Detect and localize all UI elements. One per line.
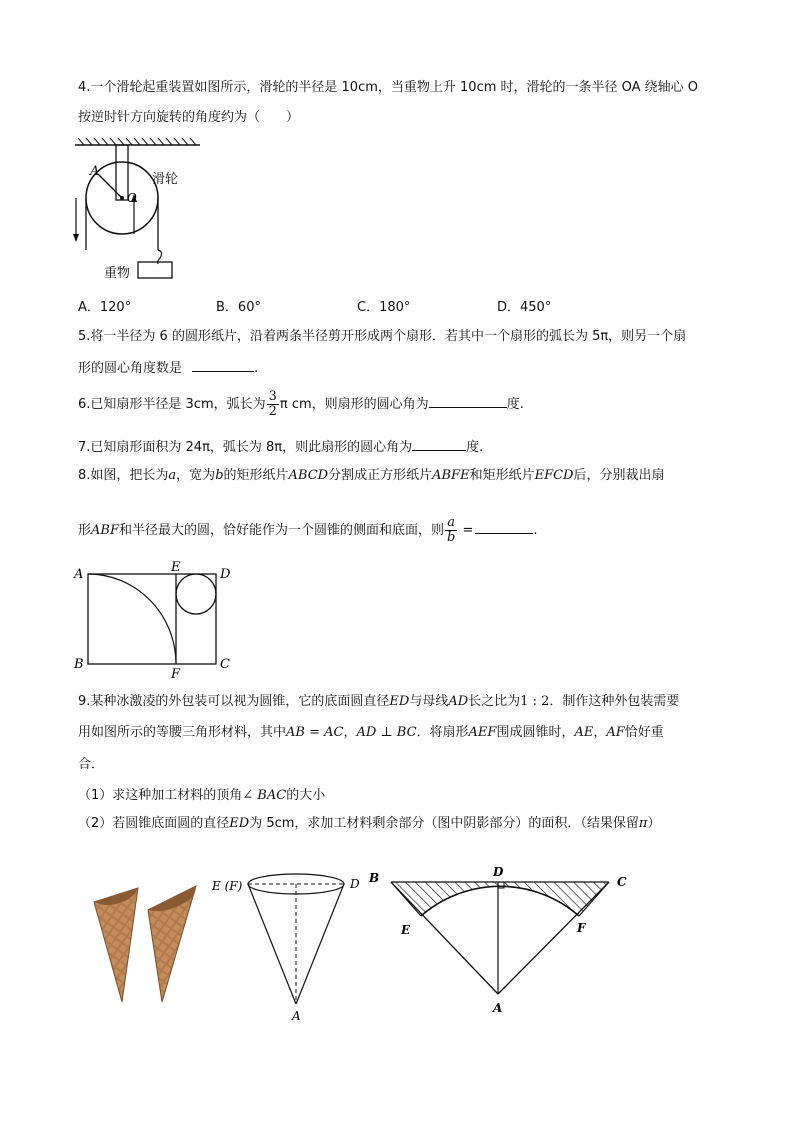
- q8-text: 和半径最大的圆，恰好能作为一个圆锥的侧面和底面，则: [118, 523, 444, 538]
- q9-sub1-text: （1）求这种加工材料的顶角: [78, 788, 243, 803]
- q5-line2: 形的圆心角度数是 .: [78, 357, 258, 379]
- q9-ratio: 1 : 2: [520, 694, 550, 709]
- q8-text: 8.如图，把长为: [78, 468, 169, 483]
- q9-line3: 合．: [78, 757, 105, 772]
- q6-prefix: 6.已知扇形半径是 3cm，弧长为: [78, 397, 266, 412]
- q7-answer-blank: [412, 436, 466, 451]
- q8-var-b: b: [215, 468, 224, 483]
- q7-line: [78, 436, 483, 458]
- pulley-label-a: A: [90, 164, 100, 179]
- q9-line1: [78, 692, 679, 712]
- q6-frac-den: 2: [268, 404, 277, 419]
- tri-label-e: E: [401, 923, 411, 937]
- q6-fraction: [267, 390, 279, 419]
- q9-angle-bac: ∠ BAC: [242, 788, 287, 803]
- rect-label-e: E: [171, 560, 181, 575]
- q8-line1: [78, 466, 664, 486]
- q7-suffix: 度.: [466, 440, 484, 455]
- q7-prefix: 7.已知扇形面积为 24π，弧长为 8π，则此扇形的圆心角为: [78, 440, 413, 455]
- q8-var-efcd: EFCD: [534, 468, 574, 483]
- q9-var-ad: AD: [448, 694, 469, 709]
- q8-var-abfe: ABFE: [432, 468, 470, 483]
- pulley-label-hualun: 滑轮: [152, 172, 179, 187]
- q4-option-b: B．60°: [216, 300, 261, 315]
- q9-text: 长之比为: [468, 694, 521, 709]
- cone-label-a: A: [292, 1009, 301, 1023]
- q9-text: 围成圆锥时，: [496, 725, 575, 740]
- q9-text: 与母线: [409, 694, 449, 709]
- q9-pi: π: [638, 816, 648, 831]
- q8-line2: [78, 516, 538, 546]
- q9-line2: [78, 723, 664, 743]
- q5-line1: 5.将一半径为 6 的圆形纸片，沿着两条半径剪开形成两个扇形．若其中一个扇形的弧长为 5π，则另一个扇: [78, 329, 687, 344]
- rect-label-a: A: [74, 567, 84, 582]
- q8-text: ，宽为: [176, 468, 216, 483]
- q8-text: 的矩形纸片: [223, 468, 289, 483]
- rect-label-c: C: [220, 657, 230, 672]
- q9-perp: AD ⊥ BC: [356, 725, 417, 740]
- q9-var-ae: AE: [574, 725, 594, 740]
- q9-sub2: [78, 814, 660, 834]
- q8-answer-blank: [475, 519, 533, 534]
- q6-line: [78, 390, 524, 420]
- q9-text: ．将扇形: [416, 725, 469, 740]
- q9-text: ，: [593, 725, 607, 740]
- q4-option-d: D．450°: [497, 300, 552, 315]
- q9-var-af: AF: [606, 725, 625, 740]
- q6-mid: π cm，则扇形的圆心角为: [279, 397, 429, 412]
- q9-text: ，: [343, 725, 357, 740]
- q9-sub2-text: 为 5cm，求加工材料剩余部分（图中阴影部分）的面积．（结果保留: [249, 816, 639, 831]
- q9-var-ed: ED: [229, 816, 250, 831]
- ice-cream-cones-image: [88, 880, 208, 1010]
- q4-line1: 4.一个滑轮起重装置如图所示，滑轮的半径是 10cm，当重物上升 10cm 时，滑轮的一条半径 OA 绕轴心 O: [78, 80, 699, 95]
- tri-label-d: D: [493, 865, 504, 879]
- q9-sub2-text: （2）若圆锥底面圆的直径: [78, 816, 230, 831]
- pulley-label-zhongwu: 重物: [104, 266, 131, 281]
- cone-figure: [212, 860, 362, 1025]
- q5-answer-blank: [192, 357, 254, 372]
- q9-text: ．制作这种外包装需要: [549, 694, 680, 709]
- q8-text: 和矩形纸片: [469, 468, 535, 483]
- q8-frac-num: a: [445, 516, 457, 531]
- tri-label-f: F: [577, 921, 586, 935]
- triangle-sector-figure: [365, 862, 645, 1022]
- q9-text: 9.某种冰激凌的外包装可以视为圆锥，它的底面圆直径: [78, 694, 390, 709]
- q5-line2-text: 形的圆心角度数是: [78, 361, 183, 376]
- q9-sub1-text: 的大小: [286, 788, 326, 803]
- q4-line2: 按逆时针方向旋转的角度约为（ ）: [78, 110, 300, 125]
- q9-sub2-text: ）: [647, 816, 661, 831]
- q9-ab-ac: AB = AC: [286, 725, 344, 740]
- q8-end: .: [533, 523, 538, 538]
- q8-var-a: a: [168, 468, 177, 483]
- q8-var-abf: ABF: [91, 523, 119, 538]
- pulley-label-o: O: [127, 191, 137, 205]
- rect-label-d: D: [220, 567, 231, 582]
- cone-label-d: D: [350, 877, 360, 891]
- pulley-figure: [70, 138, 210, 288]
- q6-answer-blank: [429, 393, 507, 408]
- q4-option-a: A．120°: [78, 300, 132, 315]
- q4-option-c: C．180°: [357, 300, 411, 315]
- q6-suffix: 度.: [506, 397, 524, 412]
- q9-var-ed: ED: [389, 694, 410, 709]
- q8-equals: =: [458, 523, 474, 538]
- q8-text: 后，分别裁出扇: [573, 468, 665, 483]
- q9-var-aef: AEF: [468, 725, 497, 740]
- q9-text: 恰好重: [624, 725, 664, 740]
- tri-label-b: B: [369, 871, 380, 885]
- q8-text: 形: [78, 523, 92, 538]
- q9-text: 用如图所示的等腰三角形材料，其中: [78, 725, 287, 740]
- q6-frac-num: 3: [268, 389, 277, 404]
- rect-label-b: B: [74, 657, 84, 672]
- tri-label-a: A: [493, 1001, 503, 1015]
- q9-sub1: [78, 786, 325, 806]
- q8-var-abcd: ABCD: [288, 468, 329, 483]
- cone-label-ef: E (F): [212, 879, 243, 893]
- q8-text: 分割成正方形纸片: [328, 468, 433, 483]
- tri-label-c: C: [617, 875, 627, 889]
- q8-frac-den: b: [447, 530, 456, 545]
- q8-fraction: [445, 516, 457, 545]
- rect-label-f: F: [171, 667, 181, 680]
- rectangle-sector-figure: [70, 560, 240, 680]
